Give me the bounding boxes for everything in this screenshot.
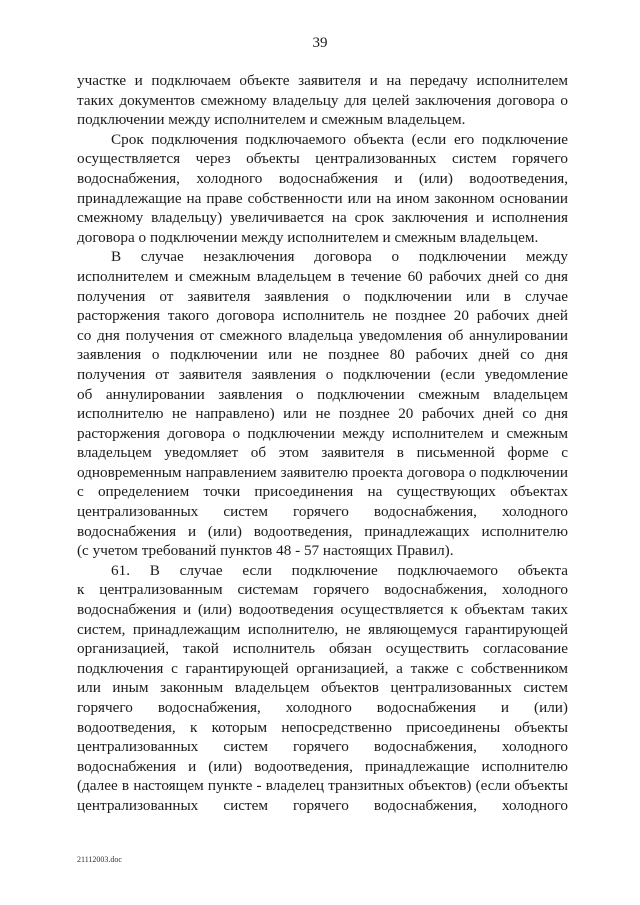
paragraph-first-line: 61. В случае если подключение подключаемого объекта	[111, 561, 568, 579]
text-line: владельцем уведомляет об этом заявителя в письменной форме с	[77, 444, 568, 462]
text-line: участке и подключаем объекте заявителя и на передачу исполнителем	[77, 72, 568, 89]
text-line: об аннулировании заявления о подключении смежным владельцем	[77, 385, 568, 403]
text-line: водоснабжения и (или) водоотведения, принадлежащих исполнителю	[77, 522, 568, 540]
text-line: таких документов смежному владельцу для целей заключения договора о	[77, 91, 568, 109]
text-line: получения от заявителя заявления о подключении или в случае	[77, 287, 568, 305]
text-line: подключении между исполнителем и смежным владельцем.	[77, 111, 466, 129]
text-line: централизованных систем горячего водоснабжения, холодного	[77, 738, 568, 756]
page-number: 39	[312, 35, 328, 51]
text-line: расторжения договора о подключении между исполнителем и смежным	[77, 424, 568, 442]
text-line: водоснабжения и (или) водоотведения осуществляется к объектам таких	[77, 601, 568, 619]
text-line: водоотведения, к которым непосредственно присоединены объекты	[77, 718, 568, 736]
text-line: договора о подключении между исполнителем и смежным владельцем.	[77, 228, 539, 246]
text-line: водоснабжения, холодного водоснабжения и (или) водоотведения,	[77, 169, 568, 187]
text-line: (далее в настоящем пункте - владелец транзитных объектов) (если объекты	[77, 777, 568, 795]
text-line: или иным законным владельцем объектов централизованных систем	[77, 679, 568, 697]
text-line: водоснабжения и (или) водоотведения, принадлежащие исполнителю	[77, 757, 568, 775]
text-line: заявления о подключении или не позднее 80 рабочих дней со дня	[77, 346, 568, 364]
text-line: принадлежащие на праве собственности или на ином законном основании	[77, 189, 568, 207]
text-line: (с учетом требований пунктов 48 - 57 настоящих Правил).	[77, 542, 454, 560]
footer-file-code: 21112003.doc	[77, 855, 122, 864]
text-line: получения от заявителя заявления о подключении (если уведомление	[77, 365, 568, 383]
text-line: со дня получения от смежного владельца уведомления об аннулировании	[77, 326, 568, 344]
text-line: организацией, такой исполнитель обязан осуществить согласование	[77, 640, 568, 658]
text-line: подключения с гарантирующей организацией, а также с собственником	[77, 659, 568, 677]
text-line: централизованных систем горячего водоснабжения, холодного	[77, 796, 568, 814]
text-line: с определением точки присоединения на существующих объектах	[77, 483, 568, 501]
text-line: систем, принадлежащим исполнителю, не являющемуся гарантирующей	[77, 620, 568, 638]
paragraph-first-line: Срок подключения подключаемого объекта (если его подключение	[111, 130, 568, 148]
document-body	[77, 71, 568, 816]
text-line: к централизованным системам горячего водоснабжения, холодного	[77, 581, 568, 599]
text-line: расторжения такого договора исполнитель не позднее 20 рабочих дней	[77, 307, 568, 325]
text-line: одновременным направлением заявителю проекта договора о подключении	[77, 463, 568, 481]
text-line: централизованных систем горячего водоснабжения, холодного	[77, 503, 568, 521]
paragraph-first-line: В случае незаключения договора о подключении между	[111, 248, 568, 266]
text-line: горячего водоснабжения, холодного водоснабжения и (или)	[77, 699, 568, 716]
text-line: исполнителю не направлено) или не позднее 20 рабочих дней со дня	[77, 405, 568, 423]
text-line: исполнителем и смежным владельцем в течение 60 рабочих дней со дня	[77, 267, 568, 285]
text-line: смежному владельцу) увеличивается на срок заключения и исполнения	[77, 209, 568, 227]
text-line: осуществляется через объекты централизованных систем горячего	[77, 150, 568, 168]
